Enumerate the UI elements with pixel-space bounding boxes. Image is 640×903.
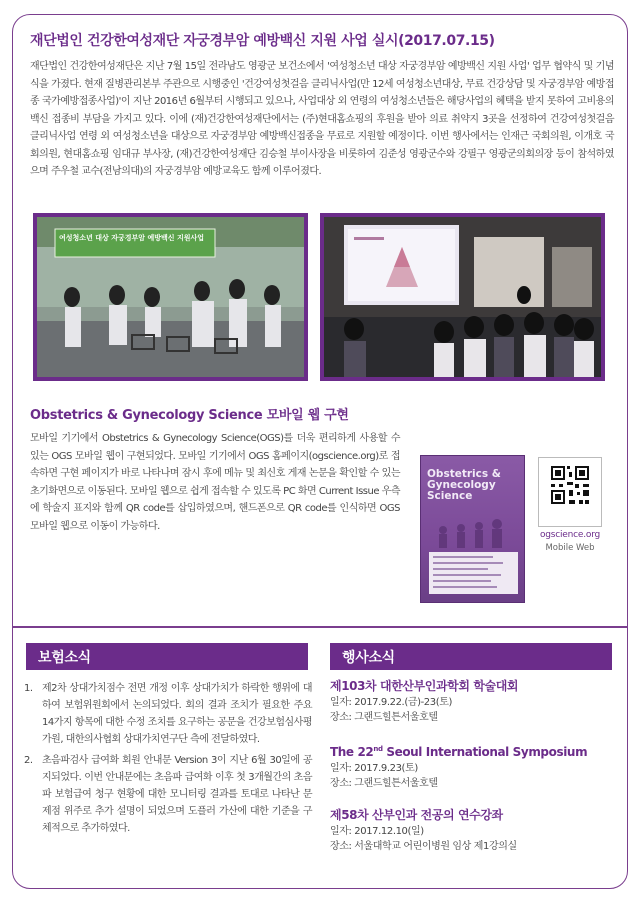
event-title: 제58차 산부인과 전공의 연수강좌 — [330, 808, 503, 822]
event-date: 일자: 2017.9.23(토) — [330, 763, 418, 774]
event-place: 장소: 서울대학교 어린이병원 임상 제1강의실 — [330, 841, 517, 852]
event-title — [330, 740, 620, 761]
qr-code-icon[interactable] — [538, 457, 602, 527]
event-place: 장소: 그랜드힐튼서울호텔 — [330, 778, 438, 789]
event-title-sup: nd — [373, 745, 383, 753]
cover-title: Obstetrics & Gynecology Science — [427, 468, 501, 502]
event-item — [330, 740, 620, 791]
list-number: 1. — [24, 683, 33, 694]
list-item — [22, 752, 312, 837]
event-title-post: Seoul International Symposium — [382, 745, 588, 759]
qr-url[interactable]: ogscience.org — [539, 530, 601, 540]
list-text: 제2차 상대가치점수 전면 개정 이후 상대가치가 하락한 행위에 대하여 보험위원회에서 논의되었다. 회의 결과 조치가 필요한 주요 14가지 항목에 대한 수정 조치를 요구하는 공문을 건강보험심사평가원, 대한의사협회 상대가치연구단 측에 전달하였다. — [42, 683, 312, 745]
section-divider — [12, 626, 628, 628]
events-list — [330, 677, 620, 869]
event-title-pre: The 22 — [330, 745, 374, 759]
event-photo-lecture — [320, 213, 605, 381]
list-text: 초음파검사 급여화 회원 안내문 Version 3이 지난 6월 30일에 공지되었다. 이번 안내문에는 초음파 급여화 이후 첫 3개월간의 초음파 보험급여 청구 현황에 대한 모니터링 결과를 토대로 나타난 문제점 위주로 추가 설명이 되었으며 도플러 가산에 대한 기준을 구체적으로 추가하였다. — [42, 755, 312, 834]
banner-text: 여성청소년 대상 자궁경부암 예방백신 지원사업 — [59, 234, 204, 242]
insurance-heading: 보험소식 — [26, 643, 308, 670]
ogs-body: 모바일 기기에서 Obstetrics & Gynecology Science(OGS)를 더욱 편리하게 사용할 수 있는 OGS 모바일 웹이 구현되었다. 모바일 기기에서 OGS 홈페이지(ogscience.org)로 접속하면 구현 페이지가 바로 나타나며 잠시 후에 메뉴 및 최신호 게재 논문을 확인할 수 있는 초기화면으로 이동된다. 모바일 웹으로 쉽게 접속할 수 있도록 PC 화면 Current Issue 우측에 학술지 표지와 함께 QR code를 삽입하였으며, 핸드폰으로 QR code를 인식하면 OGS 모바일 웹으로 이동이 가능하다. — [30, 433, 400, 532]
event-item — [330, 806, 620, 854]
article-title: 재단법인 건강한여성재단 자궁경부암 예방백신 지원 사업 실시(2017.07.15) — [30, 33, 495, 49]
event-date: 일자: 2017.12.10(일) — [330, 826, 424, 837]
event-photo-vaccination — [33, 213, 308, 381]
article-body: 재단법인 건강한여성재단은 지난 7월 15일 전라남도 영광군 보건소에서 '여성청소년 대상 자궁경부암 예방백신 지원 사업' 업무 협약식 및 기념식을 가졌다. 현재 질병관리본부 주관으로 시행중인 '건강여성첫걸음 클리닉사업(만 12세 여성청소년대상, 무료 건강상담 및 자궁경부암 예방접종 국가예방접종사업)'이 지난 2016년 6월부터 시행되고 있으나, 사업대상 외 연령의 여성청소년들은 해당사업의 혜택을 받지 못하여 고비용의 백신 접종비 부담을 가지고 있다. 이에 (재)건강한여성재단에서는 (주)현대홈쇼핑의 후원을 받아 의료 취약지 3곳을 선정하여 건강여성첫걸음 클리닉사업 연령 외 여성청소년을 대상으로 자궁경부암 예방백신접종을 무료로 지원할 예정이다. 이번 행사에서는 인재근 국회의원, 이개호 국회의원, 현대홈쇼핑 임대규 부사장, (재)건강한여성재단 김승철 부이사장을 비롯하여 김준성 영광군수와 강필구 영광군의회의장 등이 참석하였으며 주우철 교수(전남의대)의 자궁경부암 예방교육도 함께 이루어졌다. — [30, 61, 614, 177]
event-title: 제103차 대한산부인과학회 학술대회 — [330, 679, 519, 693]
ogs-title: Obstetrics & Gynecology Science 모바일 웹 구현 — [30, 408, 349, 423]
event-place: 장소: 그랜드힐튼서울호텔 — [330, 712, 438, 723]
events-heading: 행사소식 — [330, 643, 612, 670]
event-date: 일자: 2017.9.22.(금)-23(토) — [330, 697, 452, 708]
insurance-list — [22, 680, 312, 841]
list-item — [22, 680, 312, 748]
list-number: 2. — [24, 755, 33, 766]
qr-caption: Mobile Web — [545, 543, 595, 553]
journal-cover — [420, 455, 525, 603]
event-item — [330, 677, 620, 725]
